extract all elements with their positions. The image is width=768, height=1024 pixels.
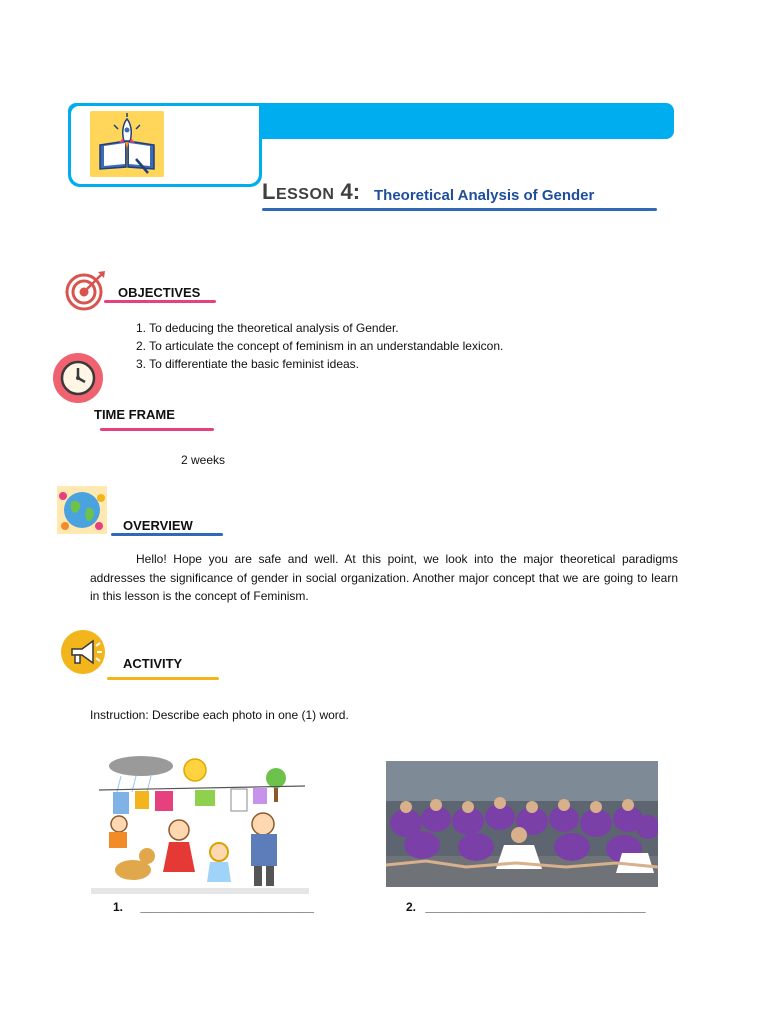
lesson-word xyxy=(262,179,334,204)
overview-paragraph: Hello! Hope you are safe and well. At this point, we look into the major theoretical paradigms addresses the significance of gender in social organization. Another major concept that we are going to learn in this lesson is the concept of Feminism. xyxy=(90,552,678,603)
overview-heading: OVERVIEW xyxy=(123,518,193,533)
women-rally-drawing xyxy=(386,761,658,887)
overview-underline xyxy=(111,533,223,536)
lesson-logo xyxy=(90,111,164,177)
objectives-list xyxy=(136,319,503,373)
lesson-heading xyxy=(262,179,360,205)
target-icon xyxy=(64,268,108,312)
answer-blank[interactable]: _________________________________ xyxy=(425,900,646,914)
objective-item: 2. To articulate the concept of feminism in an understandable lexicon. xyxy=(136,339,504,353)
activity-instruction: Instruction: Describe each photo in one (1) word. xyxy=(90,708,349,722)
objective-item: 1. To deducing the theoretical analysis of Gender. xyxy=(136,321,399,335)
activity-underline xyxy=(107,677,219,680)
earth-icon xyxy=(57,486,107,534)
answer-blank[interactable]: __________________________ xyxy=(140,900,314,914)
lesson-word-rest: ESSON xyxy=(275,186,335,203)
lesson-word-first: L xyxy=(262,179,276,204)
family-cartoon-drawing xyxy=(91,752,309,894)
women-rally-photo xyxy=(386,761,658,887)
clock-icon xyxy=(52,352,104,404)
answer-line-1[interactable] xyxy=(113,900,314,914)
answer-line-2[interactable] xyxy=(406,900,646,914)
objectives-heading: OBJECTIVES xyxy=(118,285,201,300)
time-frame-value: 2 weeks xyxy=(181,453,226,467)
activity-heading: ACTIVITY xyxy=(123,656,183,671)
answer-number: 2. xyxy=(406,900,417,914)
time-frame-underline xyxy=(100,428,214,431)
lesson-title: Theoretical Analysis of Gender xyxy=(374,187,595,204)
objective-item: 3. To differentiate the basic feminist ideas. xyxy=(136,357,360,371)
family-cartoon-image xyxy=(91,752,309,894)
time-frame-heading: TIME FRAME xyxy=(94,407,175,422)
answer-number: 1. xyxy=(113,900,124,914)
lesson-underline xyxy=(262,208,657,211)
lesson-number: 4: xyxy=(340,179,361,204)
megaphone-icon xyxy=(60,629,106,675)
objectives-underline xyxy=(104,300,216,303)
book-rocket-icon xyxy=(90,111,164,177)
